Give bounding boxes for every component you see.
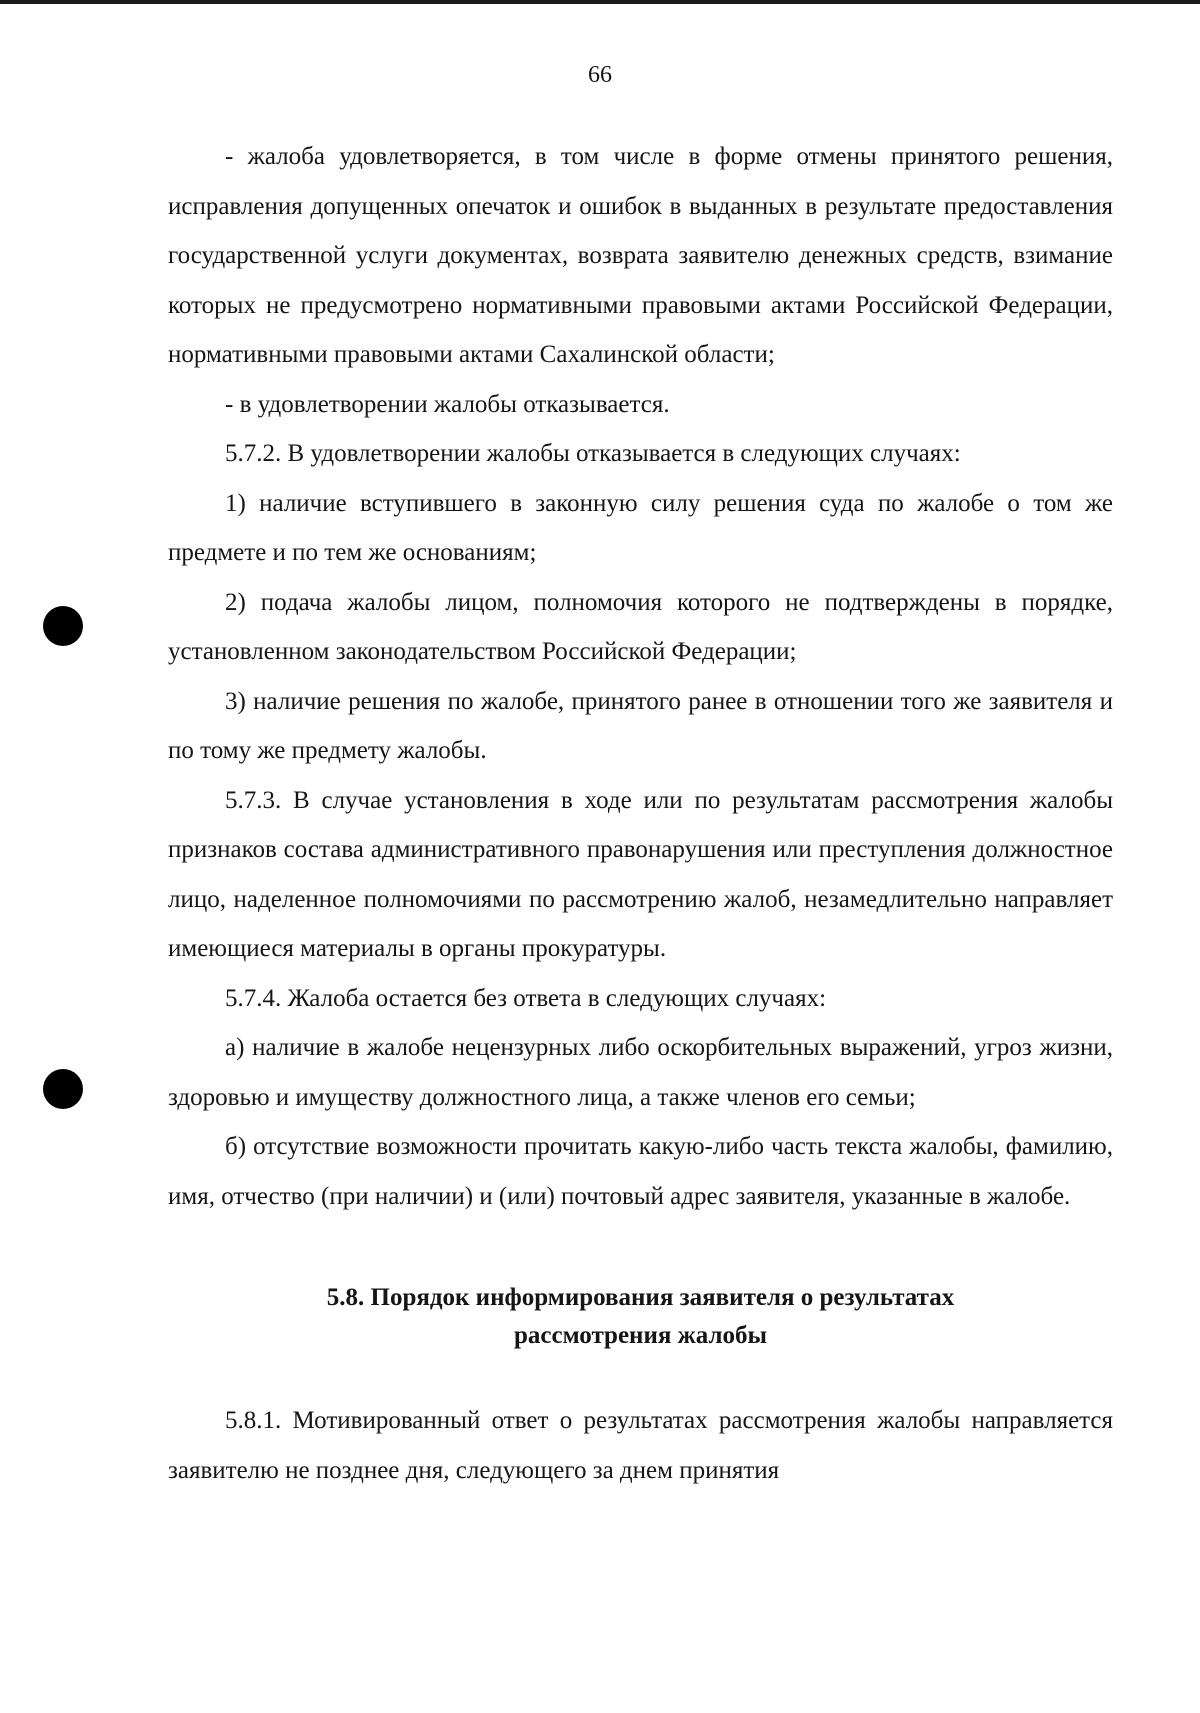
paragraph-5-7-2: 5.7.2. В удовлетворении жалобы отказывается в следующих случаях: — [225, 440, 961, 467]
list-item-a: а) наличие в жалобе нецензурных либо оскорбительных выражений, угроз жизни, здоровью и имуществу должностного лица, а также членов его семьи; — [168, 1034, 1113, 1111]
section-heading-line-1: 5.8. Порядок информирования заявителя о результатах — [326, 1284, 955, 1311]
punch-hole-mark — [43, 1069, 83, 1109]
section-heading-line-2: рассмотрения жалобы — [513, 1322, 768, 1349]
paragraph-complaint-satisfied: - жалоба удовлетворяется, в том числе в форме отмены принятого решения, исправления допущенных опечаток и ошибок в выданных в результате предоставления государственной услуги документах, возврата заявителю денежных средств, взимание которых не предусмотрено нормативными правовыми актами Российской Федерации, нормативными правовыми актами Сахалинской области; — [168, 143, 1113, 368]
list-item-3: 3) наличие решения по жалобе, принятого ранее в отношении того же заявителя и по тому же предмету жалобы. — [168, 687, 1113, 764]
list-item-b: б) отсутствие возможности прочитать какую-либо часть текста жалобы, фамилию, имя, отчество (при наличии) и (или) почтовый адрес заявителя, указанные в жалобе. — [168, 1133, 1113, 1210]
list-item-1: 1) наличие вступившего в законную силу решения суда по жалобе о том же предмете и по тем же основаниям; — [168, 489, 1113, 566]
punch-hole-mark — [43, 606, 83, 646]
document-body — [168, 132, 1113, 1495]
page-number: 66 — [588, 62, 612, 88]
page-top-border — [0, 0, 1200, 4]
section-heading-5-8 — [168, 1279, 1113, 1355]
paragraph-5-7-3: 5.7.3. В случае установления в ходе или по результатам рассмотрения жалобы признаков состава административного правонарушения или преступления должностное лицо, наделенное полномочиями по рассмотрению жалоб, незамедлительно направляет имеющиеся материалы в органы прокуратуры. — [168, 786, 1113, 962]
paragraph-complaint-refused: - в удовлетворении жалобы отказывается. — [225, 390, 670, 418]
paragraph-5-8-1: 5.8.1. Мотивированный ответ о результатах рассмотрения жалобы направляется заявителю не позднее дня, следующего за днем принятия — [168, 1407, 1113, 1484]
list-item-2: 2) подача жалобы лицом, полномочия которого не подтверждены в порядке, установленном законодательством Российской Федерации; — [168, 588, 1113, 665]
paragraph-5-7-4: 5.7.4. Жалоба остается без ответа в следующих случаях: — [225, 984, 827, 1012]
